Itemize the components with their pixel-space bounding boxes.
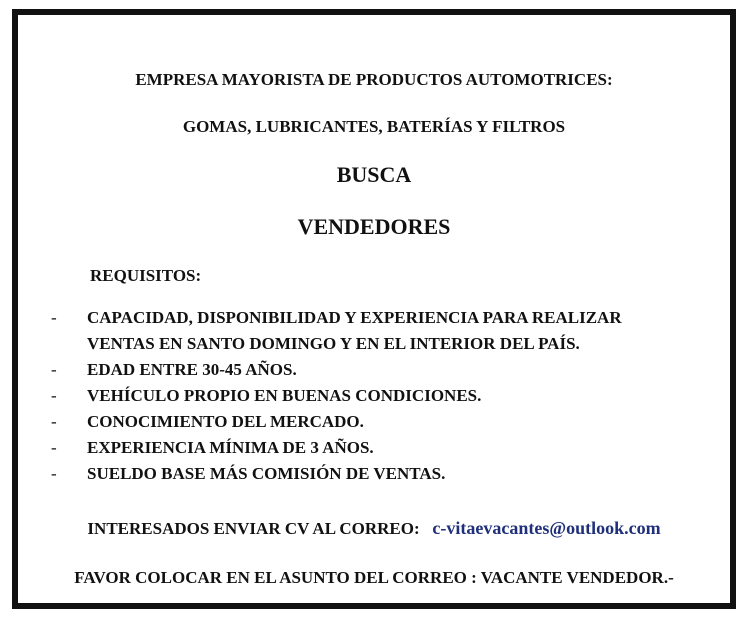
- product-lines: GOMAS, LUBRICANTES, BATERÍAS Y FILTROS: [182, 117, 566, 136]
- subject-instruction: FAVOR COLOCAR EN EL ASUNTO DEL CORREO : VACANTE VENDEDOR.-: [74, 568, 674, 587]
- company-description: EMPRESA MAYORISTA DE PRODUCTOS AUTOMOTRICES:: [135, 70, 613, 89]
- requirement-text: CONOCIMIENTO DEL MERCADO.: [87, 412, 364, 431]
- list-item: [18, 305, 730, 357]
- bullet-dash: -: [51, 386, 57, 405]
- requirement-text: SUELDO BASE MÁS COMISIÓN DE VENTAS.: [87, 464, 446, 483]
- list-item: [18, 383, 730, 409]
- ad-frame: [12, 9, 736, 609]
- requirement-text: VEHÍCULO PROPIO EN BUENAS CONDICIONES.: [87, 386, 482, 405]
- requirement-text: EDAD ENTRE 30-45 AÑOS.: [87, 360, 297, 379]
- bullet-dash: -: [51, 464, 57, 483]
- requirement-text-continuation: VENTAS EN SANTO DOMINGO Y EN EL INTERIOR DEL PAÍS.: [87, 334, 580, 353]
- position-heading: VENDEDORES: [297, 214, 451, 239]
- contact-email[interactable]: c-vitaevacantes@outlook.com: [432, 518, 661, 538]
- list-item: [18, 461, 730, 487]
- bullet-dash: -: [51, 412, 57, 431]
- requirements-title: REQUISITOS:: [90, 266, 202, 285]
- requirement-text: CAPACIDAD, DISPONIBILIDAD Y EXPERIENCIA PARA REALIZAR: [87, 308, 622, 327]
- list-item: [18, 435, 730, 461]
- list-item: [18, 409, 730, 435]
- bullet-dash: -: [51, 308, 57, 327]
- contact-line: [18, 518, 730, 539]
- requirements-list: [18, 305, 730, 487]
- requirement-text: EXPERIENCIA MÍNIMA DE 3 AÑOS.: [87, 438, 374, 457]
- bullet-dash: -: [51, 438, 57, 457]
- contact-label: INTERESADOS ENVIAR CV AL CORREO:: [87, 519, 420, 538]
- list-item: [18, 357, 730, 383]
- busca-heading: BUSCA: [336, 162, 412, 187]
- bullet-dash: -: [51, 360, 57, 379]
